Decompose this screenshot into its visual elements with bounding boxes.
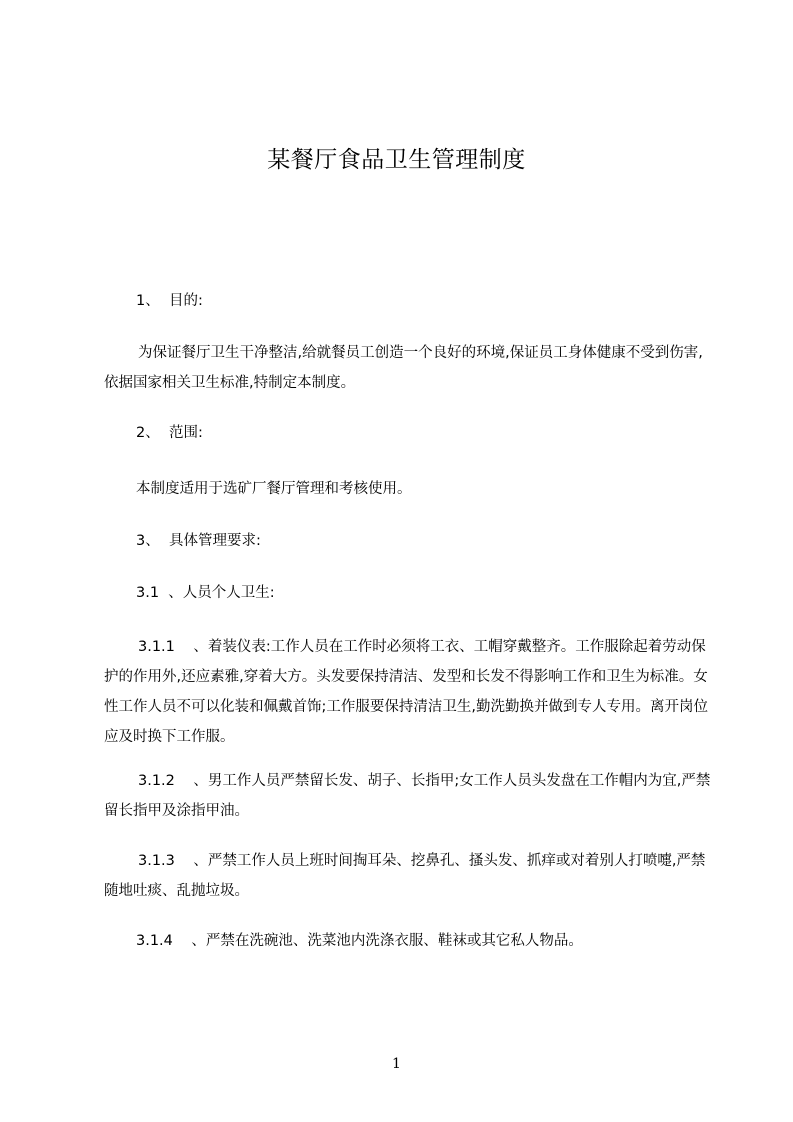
page-number: 1: [392, 1056, 401, 1072]
clause-3-1-2: 3.1.2 、男工作人员严禁留长发、胡子、长指甲;女工作人员头发盘在工作帽内为宜,严禁留长指甲及涂指甲油。: [104, 773, 711, 819]
clause-3-1-1: 3.1.1 、着装仪表:工作人员在工作时必须将工衣、工帽穿戴整齐。工作服除起着劳动保护的作用外,还应素雅,穿着大方。头发要保持清洁、发型和长发不得影响工作和卫生为标准。女性工作人员不可以化装和佩戴首饰;工作服要保持清洁卫生,勤洗勤换并做到专人专用。离开岗位应及时换下工作服。: [104, 639, 708, 745]
section-3-1-heading: 3.1 、人员个人卫生:: [136, 585, 275, 601]
section-1-heading: 1、 目的:: [136, 293, 203, 309]
document-title: 某餐厅食品卫生管理制度: [267, 147, 526, 173]
clause-3-1-3: 3.1.3 、严禁工作人员上班时间掏耳朵、挖鼻孔、搔头发、抓痒或对着别人打喷嚏,严禁随地吐痰、乱抛垃圾。: [104, 853, 706, 899]
section-3-heading: 3、 具体管理要求:: [136, 533, 261, 549]
section-2-heading: 2、 范围:: [136, 425, 203, 441]
purpose-paragraph: 为保证餐厅卫生干净整洁,给就餐员工创造一个良好的环境,保证员工身体健康不受到伤害,依据国家相关卫生标准,特制定本制度。: [104, 345, 703, 391]
scope-paragraph: 本制度适用于选矿厂餐厅管理和考核使用。: [136, 481, 412, 497]
clause-3-1-4: 3.1.4 、严禁在洗碗池、洗菜池内洗涤衣服、鞋袜或其它私人物品。: [136, 933, 583, 949]
